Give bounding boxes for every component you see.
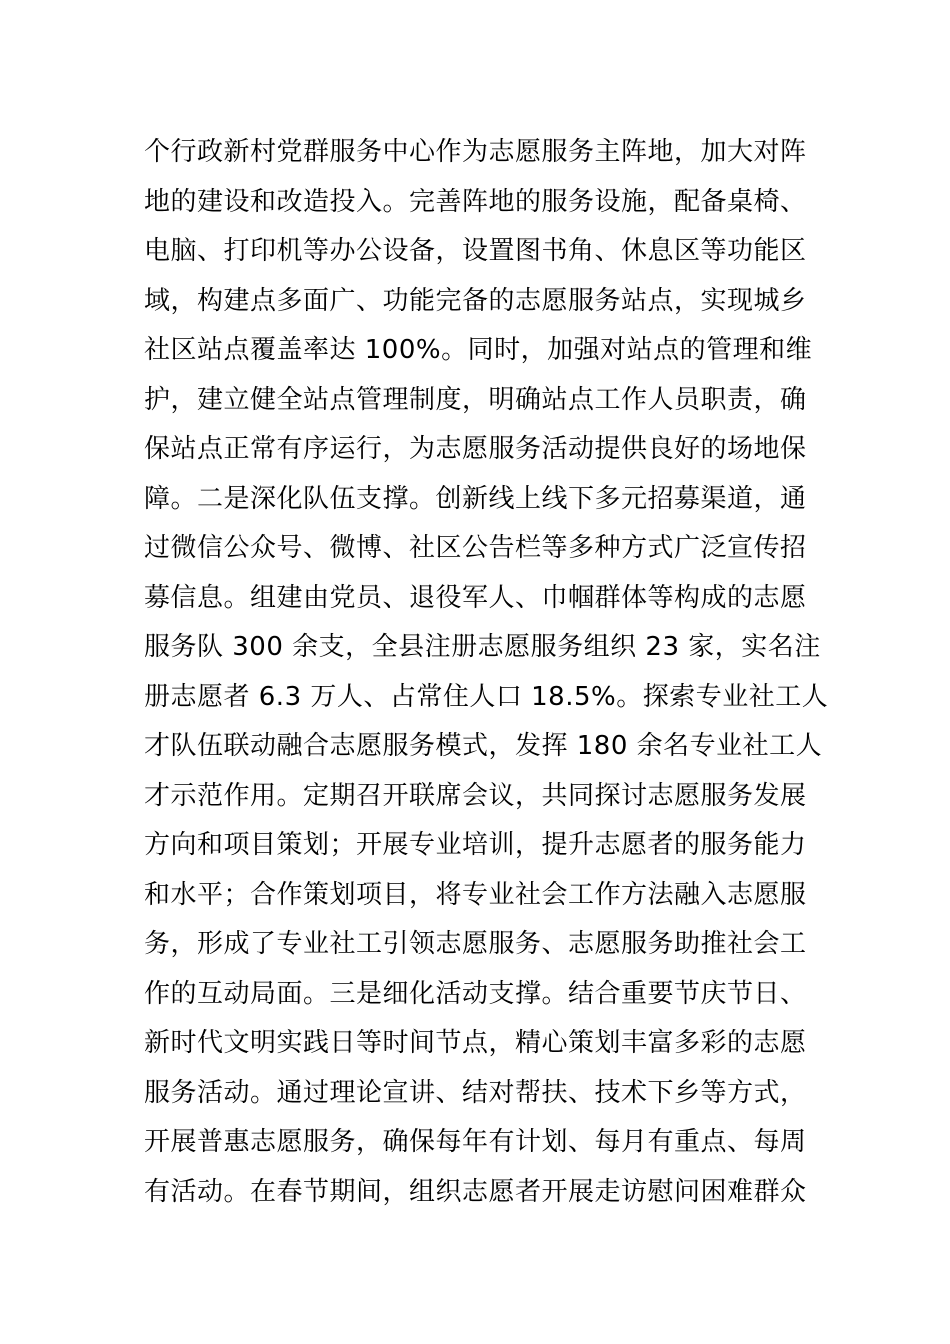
text-line: 册志愿者 6.3 万人、占常住人口 18.5%。探索专业社工人 <box>144 681 829 712</box>
text-line: 开展普惠志愿服务，确保每年有计划、每月有重点、每周 <box>144 1127 807 1157</box>
text-line: 作的互动局面。三是细化活动支撑。结合重要节庆节日、 <box>144 978 807 1009</box>
text-line: 服务队 300 余支，全县注册志愿服务组织 23 家，实名注 <box>144 632 821 662</box>
text-line: 服务活动。通过理论宣讲、结对帮扶、技术下乡等方式， <box>144 1077 807 1108</box>
text-line: 护，建立健全站点管理制度，明确站点工作人员职责，确 <box>144 384 807 415</box>
text-line: 务，形成了专业社工引领志愿服务、志愿服务助推社会工 <box>144 929 807 959</box>
text-line: 社区站点覆盖率达 100%。同时，加强对站点的管理和维 <box>144 335 813 365</box>
text-line: 过微信公众号、微博、社区公告栏等多种方式广泛宣传招 <box>144 533 807 563</box>
text-line: 障。二是深化队伍支撑。创新线上线下多元招募渠道，通 <box>144 483 807 514</box>
text-line: 和水平；合作策划项目，将专业社会工作方法融入志愿服 <box>144 879 807 910</box>
text-line: 域，构建点多面广、功能完备的志愿服务站点，实现城乡 <box>144 285 807 316</box>
text-line: 才队伍联动融合志愿服务模式，发挥 180 余名专业社工人 <box>144 731 823 761</box>
text-line: 保站点正常有序运行，为志愿服务活动提供良好的场地保 <box>144 434 807 464</box>
body-paragraph <box>144 128 829 1217</box>
text-line: 电脑、打印机等办公设备，设置图书角、休息区等功能区 <box>144 236 807 266</box>
text-line: 新时代文明实践日等时间节点，精心策划丰富多彩的志愿 <box>144 1028 807 1058</box>
text-line: 才示范作用。定期召开联席会议，共同探讨志愿服务发展 <box>144 780 807 811</box>
text-line: 募信息。组建由党员、退役军人、巾帼群体等构成的志愿 <box>144 582 807 613</box>
text-line: 个行政新村党群服务中心作为志愿服务主阵地，加大对阵 <box>144 137 807 167</box>
text-line: 地的建设和改造投入。完善阵地的服务设施，配备桌椅、 <box>144 186 807 217</box>
text-line: 方向和项目策划；开展专业培训，提升志愿者的服务能力 <box>144 830 807 860</box>
text-line: 有活动。在春节期间，组织志愿者开展走访慰问困难群众 <box>144 1176 807 1207</box>
